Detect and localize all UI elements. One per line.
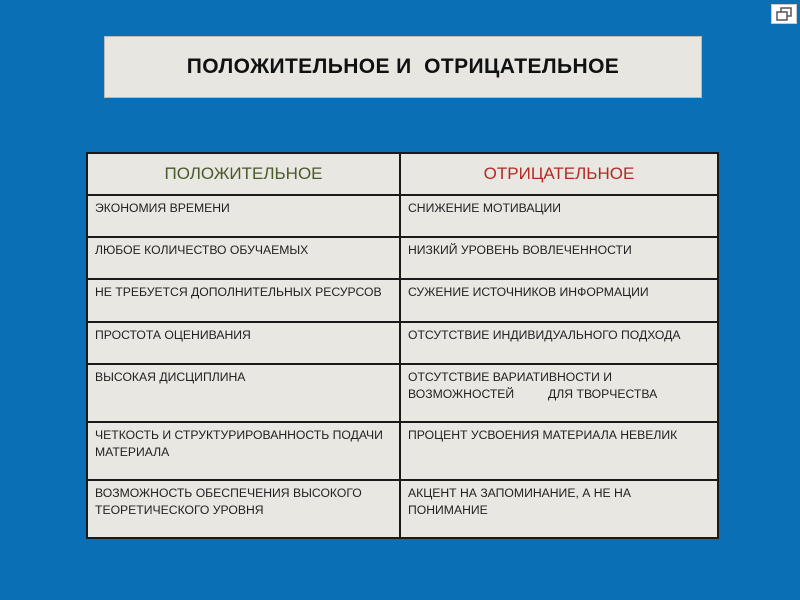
- slide-title: ПОЛОЖИТЕЛЬНОЕ И ОТРИЦАТЕЛЬНОЕ: [186, 55, 620, 78]
- positive-cell: НЕ ТРЕБУЕТСЯ ДОПОЛНИТЕЛЬНЫХ РЕСУРСОВ: [87, 279, 400, 322]
- positive-cell: ПРОСТОТА ОЦЕНИВАНИЯ: [87, 322, 400, 364]
- window-restore-icon[interactable]: [771, 4, 797, 24]
- negative-cell: ОТСУТСТВИЕ ВАРИАТИВНОСТИ И ВОЗМОЖНОСТЕЙ ДЛЯ ТВОРЧЕСТВА: [400, 364, 718, 422]
- table-row: [87, 480, 718, 538]
- positive-cell: ЭКОНОМИЯ ВРЕМЕНИ: [87, 195, 400, 237]
- table-row: [87, 279, 718, 322]
- positive-cell: ВОЗМОЖНОСТЬ ОБЕСПЕЧЕНИЯ ВЫСОКОГО ТЕОРЕТИЧЕСКОГО УРОВНЯ: [87, 480, 400, 538]
- negative-cell: СУЖЕНИЕ ИСТОЧНИКОВ ИНФОРМАЦИИ: [400, 279, 718, 322]
- negative-cell: ПРОЦЕНТ УСВОЕНИЯ МАТЕРИАЛА НЕВЕЛИК: [400, 422, 718, 480]
- table-row: [87, 364, 718, 422]
- header-negative: ОТРИЦАТЕЛЬНОЕ: [400, 153, 718, 195]
- negative-cell: ОТСУТСТВИЕ ИНДИВИДУАЛЬНОГО ПОДХОДА: [400, 322, 718, 364]
- positive-cell: ЛЮБОЕ КОЛИЧЕСТВО ОБУЧАЕМЫХ: [87, 237, 400, 279]
- negative-cell: АКЦЕНТ НА ЗАПОМИНАНИЕ, А НЕ НА ПОНИМАНИЕ: [400, 480, 718, 538]
- negative-cell: НИЗКИЙ УРОВЕНЬ ВОВЛЕЧЕННОСТИ: [400, 237, 718, 279]
- slide-title-box: [104, 36, 702, 98]
- comparison-table: [86, 152, 719, 539]
- table-row: [87, 422, 718, 480]
- table-header-row: [87, 153, 718, 195]
- table-row: [87, 322, 718, 364]
- header-positive: ПОЛОЖИТЕЛЬНОЕ: [87, 153, 400, 195]
- table-row: [87, 195, 718, 237]
- positive-cell: ЧЕТКОСТЬ И СТРУКТУРИРОВАННОСТЬ ПОДАЧИ МАТЕРИАЛА: [87, 422, 400, 480]
- negative-cell: СНИЖЕНИЕ МОТИВАЦИИ: [400, 195, 718, 237]
- positive-cell: ВЫСОКАЯ ДИСЦИПЛИНА: [87, 364, 400, 422]
- table-row: [87, 237, 718, 279]
